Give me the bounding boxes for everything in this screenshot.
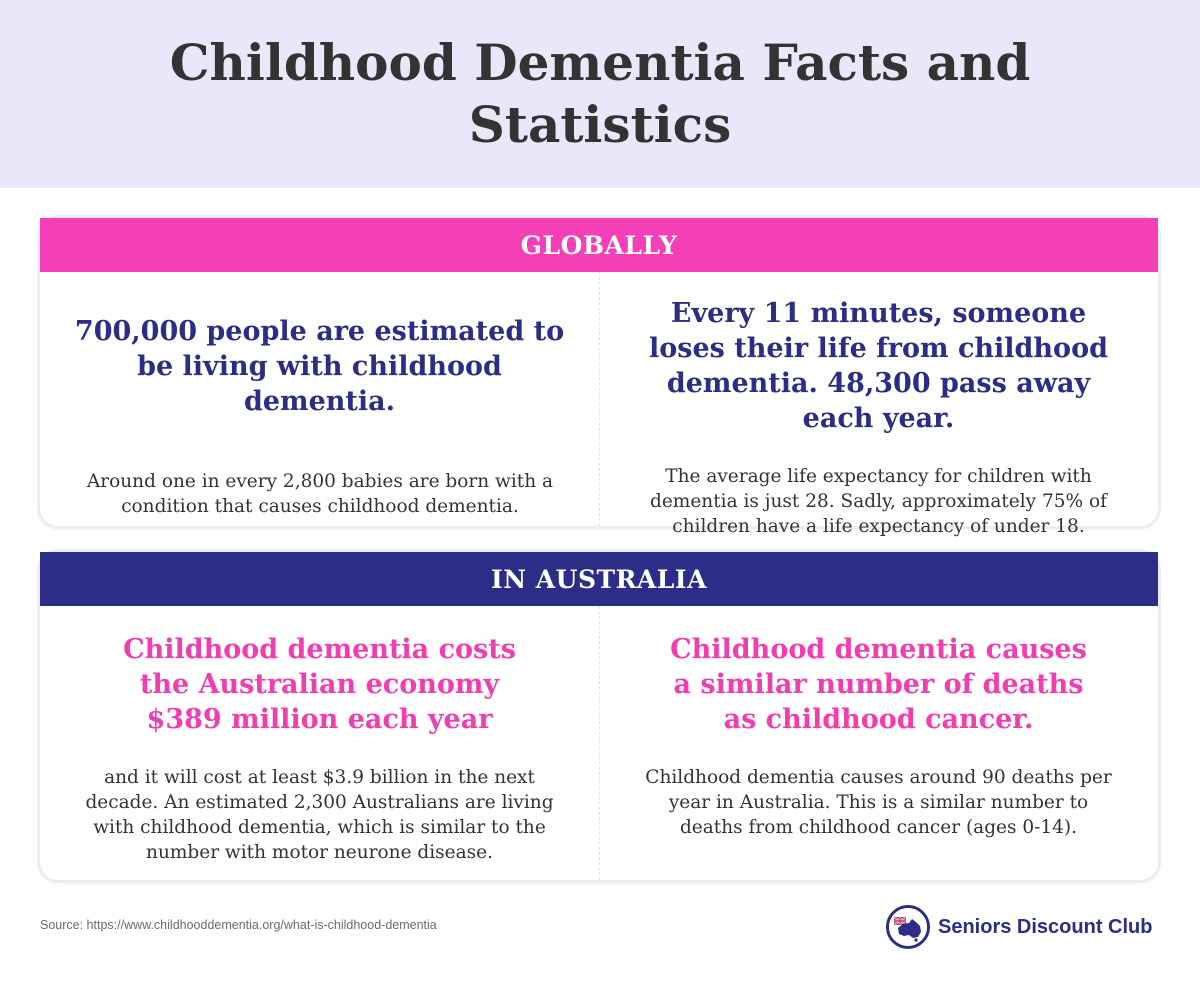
fact-headline: Every 11 minutes, someone loses their life from childhood dementia. 48,300 pass away each year. [649, 298, 1108, 434]
globally-fact-left [40, 272, 599, 526]
brand-logo-group [886, 905, 1152, 949]
fact-body: Childhood dementia causes around 90 deaths per year in Australia. This is a similar number to deaths from childhood cancer (ages 0-14). [645, 767, 1112, 838]
fact-body: Around one in every 2,800 babies are born with a condition that causes childhood dementia. [86, 471, 554, 517]
globally-heading: GLOBALLY [40, 218, 1158, 272]
fact-headline: Childhood dementia costs the Australian economy $389 million each year [123, 634, 516, 735]
australia-map-logo-icon [886, 905, 930, 949]
fact-headline: Childhood dementia causes a similar number of deaths as childhood cancer. [670, 634, 1087, 735]
australia-card [40, 552, 1158, 880]
source-citation: Source: https://www.childhooddementia.org/what-is-childhood-dementia [40, 918, 437, 932]
brand-name: Seniors Discount Club [938, 915, 1153, 938]
page-title: Childhood Dementia Facts and Statistics [169, 33, 1031, 154]
column-divider [599, 272, 600, 526]
australia-fact-right [599, 606, 1158, 880]
column-divider [599, 606, 600, 880]
globally-card [40, 218, 1158, 537]
fact-headline: 700,000 people are estimated to be living with childhood dementia. [74, 316, 565, 417]
australia-fact-left [40, 606, 599, 880]
header-banner [0, 0, 1200, 188]
australia-heading: IN AUSTRALIA [40, 552, 1158, 606]
fact-body: and it will cost at least $3.9 billion in the next decade. An estimated 2,300 Australians are living with childhood dementia, which is similar to the number with motor neurone disease. [85, 767, 554, 863]
fact-body: The average life expectancy for children with dementia is just 28. Sadly, approximately 75% of children have a life expectancy of under 18. [650, 466, 1107, 537]
australia-columns [40, 606, 1158, 880]
globally-fact-right [599, 272, 1158, 537]
globally-columns [40, 272, 1158, 537]
